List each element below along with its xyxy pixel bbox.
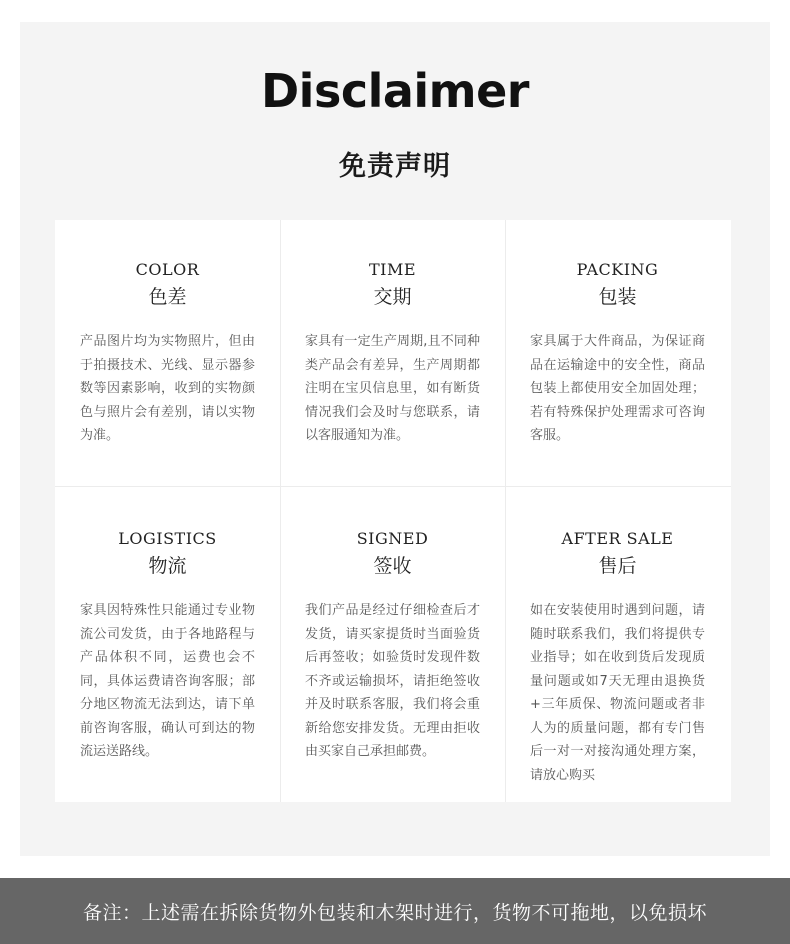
footer-note: 备注：上述需在拆除货物外包装和木架时进行，货物不可拖地，以免损坏: [82, 901, 707, 924]
card-time: [280, 260, 505, 448]
card-title-en: PACKING: [576, 260, 659, 279]
card-body: 家具因特殊性只能通过专业物流公司发货，由于各地路程与产品体积不同，运费也会不同，具体运费请咨询客服；部分地区物流无法到达，请下单前咨询客服，确认可到达的物流运送路线。: [80, 603, 255, 759]
card-color: [55, 260, 280, 448]
card-title-zh: 交期: [373, 286, 412, 308]
disclaimer-grid: [55, 220, 731, 802]
card-body: 家具有一定生产周期,且不同种类产品会有差异，生产周期都注明在宝贝信息里，如有断货情况我们会及时与您联系，请以客服通知为准。: [305, 334, 480, 443]
card-title-en: COLOR: [135, 260, 200, 279]
footer-note-bar: [0, 878, 790, 944]
card-body: 如在安装使用时遇到问题，请随时联系我们，我们将提供专业指导；如在收到货后发现质量问题或如7天无理由退换货+三年质保、物流问题或者非人为的质量问题，都有专门售后一对一对接沟通处理方案，请放心购买: [530, 603, 705, 783]
card-after-sale: [505, 529, 730, 787]
page-title: Disclaimer: [261, 64, 529, 118]
card-title-en: TIME: [368, 260, 417, 279]
card-title-zh: 签收: [373, 555, 412, 577]
card-title-en: SIGNED: [356, 529, 429, 548]
card-body: 产品图片均为实物照片，但由于拍摄技术、光线、显示器参数等因素影响，收到的实物颜色与照片会有差别，请以实物为准。: [80, 334, 255, 443]
card-packing: [505, 260, 730, 448]
card-body: 家具属于大件商品，为保证商品在运输途中的安全性，商品包装上都使用安全加固处理；若有特殊保护处理需求可咨询客服。: [530, 334, 705, 443]
card-title-zh: 物流: [148, 555, 187, 577]
card-title-zh: 包装: [598, 286, 637, 308]
card-title-en: LOGISTICS: [118, 529, 217, 548]
card-logistics: [55, 529, 280, 764]
page-subtitle: 免责声明: [339, 151, 451, 182]
card-title-zh: 售后: [598, 555, 637, 577]
card-title-en: AFTER SALE: [561, 529, 674, 548]
card-title-zh: 色差: [148, 286, 187, 308]
card-signed: [280, 529, 505, 764]
card-body: 我们产品是经过仔细检查后才发货，请买家提货时当面验货后再签收；如验货时发现件数不齐或运输损坏，请拒绝签收并及时联系客服，我们将会重新给您安排发货。无理由拒收由买家自己承担邮费。: [305, 603, 480, 759]
grid-divider: [55, 486, 731, 487]
